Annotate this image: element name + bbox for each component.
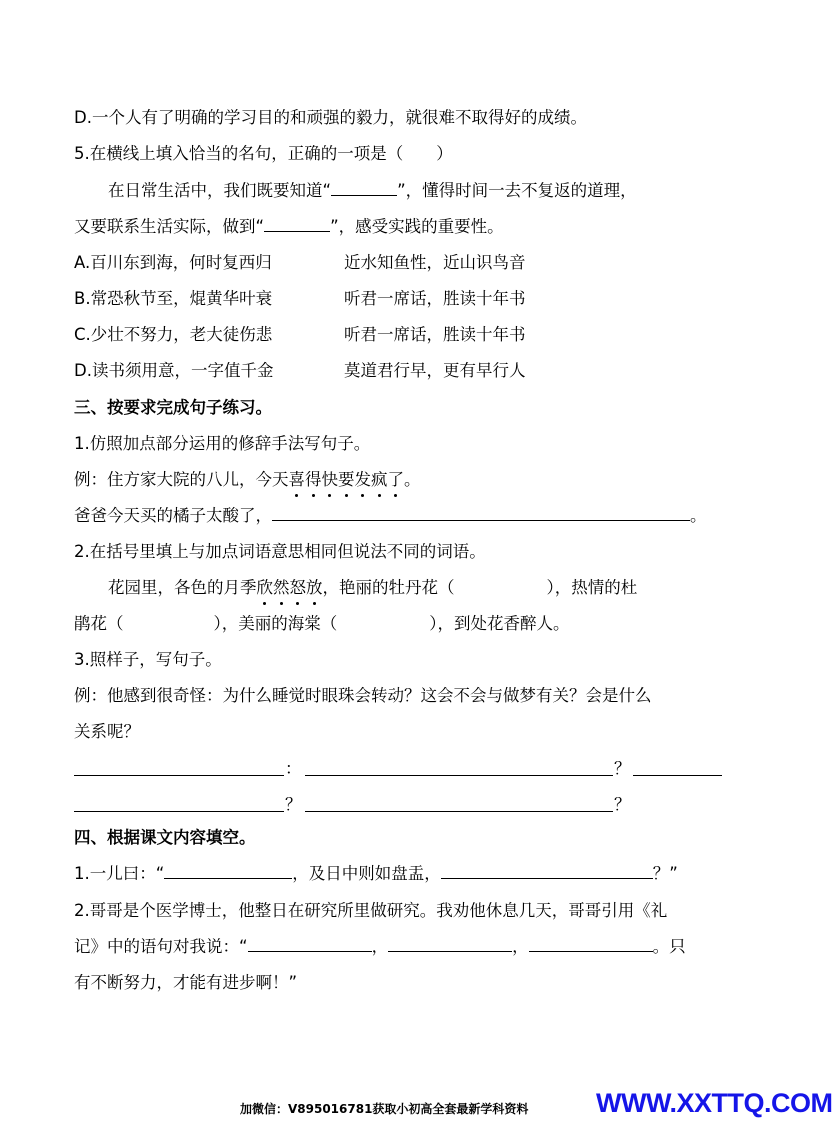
s3-q3-question-mark: ？ xyxy=(614,759,631,778)
q5-passage-text: 又要联系生活实际，做到“ xyxy=(74,217,265,236)
s3-q1-answer-line xyxy=(74,504,722,528)
q5-option-c-left: C.少壮不努力，老大徒伤悲 xyxy=(74,325,273,344)
q5-option-c-right: 听君一席话，胜读十年书 xyxy=(344,325,526,344)
section-4-title: 四、根据课文内容填空。 xyxy=(74,828,256,847)
s4-q1-blank-2[interactable] xyxy=(441,862,653,879)
q5-blank-2[interactable] xyxy=(264,215,330,232)
q5-option-d-left: D.读书须用意，一字值千金 xyxy=(74,361,274,380)
s3-q1-example-prefix: 例：住方家大院的八儿，今天 xyxy=(74,470,289,489)
dotted-char: 怒 xyxy=(290,576,307,600)
dotted-char: 发 xyxy=(355,468,372,492)
s3-q2-line-1 xyxy=(108,576,722,600)
q5-passage-text: ”，懂得时间一去不复返的道理， xyxy=(397,181,637,200)
dotted-char: 然 xyxy=(273,576,290,600)
s4-q2-line-1: 2.哥哥是个医学博士，他整日在研究所里做研究。我劝他休息几天，哥哥引用《礼 xyxy=(74,901,668,920)
s3-q1-prompt: 爸爸今天买的橘子太酸了， xyxy=(74,506,272,525)
s3-q3-example-line-1: 例：他感到很奇怪：为什么睡觉时眼珠会转动？这会不会与做梦有关？会是什么 xyxy=(74,686,652,705)
s3-q2-text: ），热情的杜 xyxy=(546,578,638,597)
s3-q2-text: ），到处花香醉人。 xyxy=(429,614,570,633)
footer-wechat-note: 加微信：V895016781获取小初高全套最新学科资料 xyxy=(240,1102,529,1116)
q5-stem: 5.在横线上填入恰当的名句，正确的一项是（ ） xyxy=(74,144,453,163)
s3-q3-question-mark: ？ xyxy=(285,795,302,814)
s3-q3-answer-line-4[interactable] xyxy=(74,811,284,812)
q5-option-b-left: B.常恐秋节至，焜黄华叶衰 xyxy=(74,289,273,308)
s3-q3-answer-line-1[interactable] xyxy=(74,775,284,776)
s4-q2-text: 记》中的语句对我说：“ xyxy=(74,937,248,956)
s4-q2-blank-2[interactable] xyxy=(388,935,512,952)
s4-q2-blank-3[interactable] xyxy=(529,935,653,952)
s4-q2-blank-1[interactable] xyxy=(248,935,372,952)
q5-passage-text: 在日常生活中，我们既要知道“ xyxy=(108,181,332,200)
q5-option-a-right: 近水知鱼性，近山识鸟音 xyxy=(344,253,526,272)
site-logo[interactable]: WWW.XXTTQ.COM xyxy=(596,1088,832,1118)
s3-q2-text: 鹃花（ xyxy=(74,614,124,633)
s4-q1 xyxy=(74,862,722,886)
s3-q3-colon: ： xyxy=(285,759,302,778)
s3-q2-stem: 2.在括号里填上与加点词语意思相同但说法不同的词语。 xyxy=(74,542,486,561)
dotted-char: 欣 xyxy=(257,576,274,600)
q5-option-d-right: 莫道君行早，更有早行人 xyxy=(344,361,526,380)
dotted-char: 喜 xyxy=(289,468,306,492)
s3-q1-stem: 1.仿照加点部分运用的修辞手法写句子。 xyxy=(74,434,371,453)
s3-q3-example-line-2: 关系呢？ xyxy=(74,722,140,741)
s4-q1-text: ？” xyxy=(652,864,678,883)
dotted-char: 放 xyxy=(306,576,323,600)
dotted-char: 得 xyxy=(305,468,322,492)
s3-q3-question-mark: ？ xyxy=(614,795,631,814)
q5-option-b-right: 听君一席话，胜读十年书 xyxy=(344,289,526,308)
q5-option-c[interactable] xyxy=(74,323,722,347)
s3-q1-example-suffix: 。 xyxy=(404,470,421,489)
dotted-char: 要 xyxy=(338,468,355,492)
q5-option-d[interactable] xyxy=(74,359,722,383)
s3-q2-text: 花园里，各色的月季 xyxy=(108,578,257,597)
s3-q3-answer-line-2[interactable] xyxy=(305,775,613,776)
q5-passage-line-2 xyxy=(74,215,722,239)
s4-q1-blank-1[interactable] xyxy=(164,862,292,879)
s4-q2-line-3: 有不断努力，才能有进步啊！” xyxy=(74,973,298,992)
q5-blank-1[interactable] xyxy=(331,179,397,196)
s3-q1-answer-blank[interactable] xyxy=(272,504,690,521)
q5-passage-text: ”，感受实践的重要性。 xyxy=(330,217,504,236)
s3-q3-answer-line-5[interactable] xyxy=(305,811,613,812)
s3-q2-text: ），美丽的海棠（ xyxy=(213,614,338,633)
q5-option-b[interactable] xyxy=(74,287,722,311)
section-3-title: 三、按要求完成句子练习。 xyxy=(74,398,272,417)
q5-option-a-left: A.百川东到海，何时复西归 xyxy=(74,253,272,272)
s4-q2-line-2 xyxy=(74,935,722,959)
dotted-char: 了 xyxy=(388,468,405,492)
s3-q2-text: ，艳丽的牡丹花（ xyxy=(322,578,455,597)
q5-passage-line-1 xyxy=(108,179,722,203)
dotted-char: 快 xyxy=(322,468,339,492)
s3-q3-answer-line-3[interactable] xyxy=(633,775,722,776)
s3-q2-line-2 xyxy=(74,612,722,636)
s4-q2-comma: ， xyxy=(512,937,529,956)
s4-q2-comma: ， xyxy=(371,937,389,956)
s3-q1-end: 。 xyxy=(690,506,707,525)
s4-q2-text: 。只 xyxy=(652,937,686,956)
s3-q1-example xyxy=(74,468,722,492)
q4-option-d: D.一个人有了明确的学习目的和顽强的毅力，就很难不取得好的成绩。 xyxy=(74,108,587,127)
s3-q3-stem: 3.照样子，写句子。 xyxy=(74,650,222,669)
s4-q1-text: 1.一儿曰：“ xyxy=(74,864,165,883)
q5-option-a[interactable] xyxy=(74,251,722,275)
s4-q1-text: ，及日中则如盘盂， xyxy=(292,864,441,883)
dotted-char: 疯 xyxy=(371,468,388,492)
